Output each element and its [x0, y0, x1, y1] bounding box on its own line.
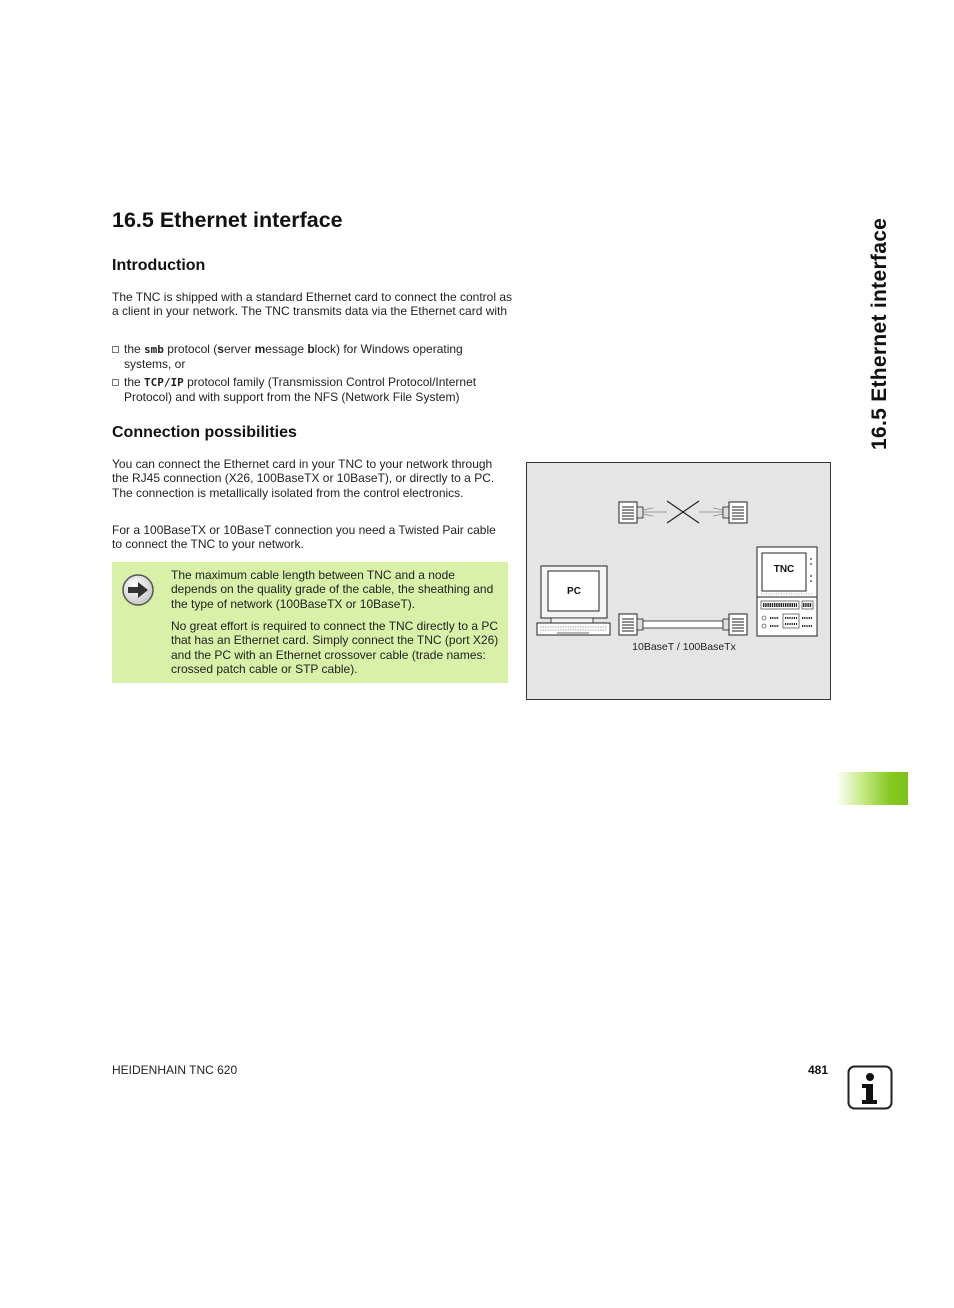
connection-paragraph-2: For a 100BaseTX or 10BaseT connection you need a Twisted Pair cable to connect the TNC to your network.: [112, 523, 496, 552]
note-text-1: The maximum cable length between TNC and a node depends on the quality grade of the cable, the sheathing and the type of network (100BaseTX or 10BaseT).: [171, 568, 494, 611]
footer-manual-title: HEIDENHAIN TNC 620: [112, 1063, 238, 1077]
bullet-square-icon: [112, 346, 119, 353]
arrow-right-icon: [121, 573, 155, 607]
chapter-tab: [836, 772, 908, 805]
cable-label: 10BaseT / 100BaseTx: [632, 641, 736, 653]
crossover-cable: [619, 501, 747, 523]
diagram-graphic: [527, 463, 830, 699]
page-number: 481: [808, 1063, 829, 1077]
straight-cable: [619, 614, 747, 635]
note-text-2: No great effort is required to connect the TNC directly to a PC that has an Ethernet card. Simply connect the TNC (port X26) and the PC with an Ethernet crossover cable (trade names: crossed patch cable or STP cable).: [171, 619, 499, 677]
introduction-heading: Introduction: [112, 257, 206, 274]
sidebar-section-title: 16.5 Ethernet interface: [868, 217, 891, 450]
connection-diagram: [526, 462, 831, 700]
code-smb: smb: [144, 343, 164, 356]
tnc-label: TNC: [773, 564, 795, 575]
pc-label: PC: [567, 586, 581, 597]
page-title: 16.5 Ethernet interface: [112, 208, 343, 232]
bullet-square-icon: [112, 379, 119, 386]
connection-heading: Connection possibilities: [112, 424, 297, 441]
code-tcpip: TCP/IP: [144, 376, 184, 389]
note-box: [112, 562, 508, 683]
pc-computer: [537, 566, 610, 635]
tnc-control: [757, 547, 817, 636]
connection-paragraph-1: You can connect the Ethernet card in your TNC to your network through the RJ45 connection (X26, 100BaseTX or 10BaseT), or directly to a PC. The connection is metallically isolated from the control electronics.: [112, 457, 495, 500]
introduction-paragraph: The TNC is shipped with a standard Ethernet card to connect the control as a client in your network. The TNC transmits data via the Ethernet card with: [112, 290, 512, 319]
info-icon: [847, 1065, 893, 1110]
